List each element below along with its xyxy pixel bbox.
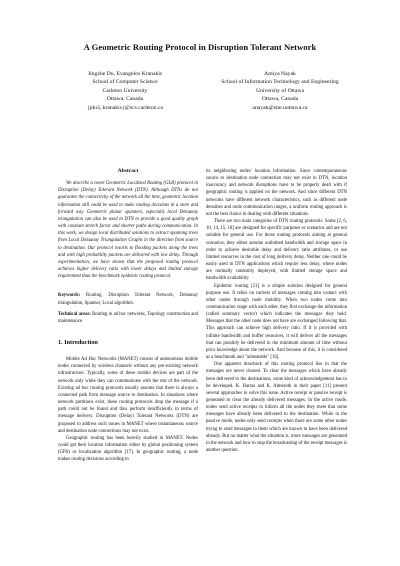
keywords-label: Keywords: bbox=[58, 293, 81, 299]
author-group-1 bbox=[50, 70, 200, 112]
keywords-text: Routing, Disruption Tolerant Network, Delaunay triangulation, Spanner, Local algorithm. bbox=[58, 293, 199, 306]
body-paragraph: Geographic routing has been heavily studied in MANET. Nodes could get their location information either by global positioning system (GPS) or localization algorithm [17]. In geographic routing, a node makes routing decisions according to bbox=[58, 435, 198, 463]
author-institution: Carleton University bbox=[102, 87, 148, 94]
body-paragraph: Epidemic routing [21] is a simple solution designed for general purpose use. It relies on carriers of messages coming into contact with other nodes through node mobility. When two nodes come into communication range with each other, they first exchange the information (called summary vector) which indicates the messages they hold. Messages that the other node does not have are exchanged following that. This approach can achieve high delivery ratio. If it is provided with infinite bandwidth and buffer resources, it will deliver all the messages that can possibly be delivered in the minimum amount of time without prior knowledge about the network. And because of this, it is considered as a benchmark and "unbeatable" [16]. bbox=[206, 283, 347, 361]
body-paragraph: One apparent drawback of this routing protocol lies in that the messages are never cleared. To clear the messages which have already been delivered to the destinations, some kind of acknowledgement has to be developed. K. Harras and K. Almeroth in their paper [11] present several approaches to solve this issue. Active receipt or passive receipt is generated to clear the already delivered messages. In the active mode, nodes send active receipts to inform all the nodes they meet that some messages have already been delivered to the destination. While in the passive mode, nodes only send receipts when there are some other nodes trying to send messages to them which are known to have been delivered already. But no matter what the situation is, more messages are generated in the network and how to stop the broadcasting of the receipt messages is another question. bbox=[206, 362, 348, 454]
author-location: Ottawa, Canada bbox=[106, 96, 144, 103]
author-affiliation: School of Information Technology and Engineering bbox=[221, 79, 339, 86]
author-block bbox=[0, 70, 400, 130]
body-paragraph: There are two main categories of DTN routing protocols. Some [2, 6, 10, 14, 15, 18] are designed for specific purposes or scenarios and are not suitable for general use. For those routing protocols aiming at general scenarios, they either assume unlimited bandwidth and storage space in order to achieve desirable delay and delivery ratio attributes, or use limited resources in the cost of long delivery delay. Neither one could be easily used in DTN applications which require less delay, where nodes are normally randomly deployed, with limited storage space and bandwidth availability. bbox=[206, 219, 347, 282]
author-group-2 bbox=[200, 70, 360, 112]
technical-areas-text: Routing in ad hoc networks, Topology construction and maintenance. bbox=[58, 311, 199, 324]
author-email: anayak@site.uottawa.ca bbox=[252, 104, 308, 111]
section-heading: 1. Introduction bbox=[58, 338, 98, 346]
abstract-heading: Abstract bbox=[117, 168, 139, 174]
right-column bbox=[206, 168, 347, 454]
technical-areas-label: Technical areas: bbox=[58, 311, 91, 317]
keywords-line bbox=[58, 292, 198, 306]
abstract-text: We describe a novel Geometric Localized Routing (GLR) protocol in Disruption (Delay) Tolerant Network (DTN). Although DTNs do not guarantee the connectivity of the network all the time, geometric location information still could be used to make routing decisions in a store and forward way. Geometric planar spanners, especially local Delaunay triangulation can also be used in DTN to provide a good quality graph with constant stretch factor and shorter paths during communication. In this work, we design local distributed solutions to extract spanning trees from Local Delaunay Triangulation Graphs in the direction from source to destination. Our protocol resorts to flooding packets along the trees and with high probability packets are delivered with low delay. Through experimentation, we have shown that the proposed routing protocol achieves higher delivery ratio with lower delays and limited storage requirement than the benchmark epidemic routing protocol. bbox=[58, 181, 198, 280]
author-names: Amiya Nayak bbox=[264, 71, 296, 77]
technical-areas-line bbox=[58, 311, 198, 325]
author-email: {jdu3, kranakis}@scs.carleton.ca bbox=[86, 104, 164, 111]
paper-title: A Geometric Routing Protocol in Disruption Tolerant Network bbox=[83, 42, 317, 52]
author-institution: University of Ottawa bbox=[255, 87, 305, 94]
body-paragraph: its neighboring nodes' location information. Since contemporaneous source to destination node connection may not exist in DTN, location inaccuracy and network disruptions have to be properly dealt with if geographic routing is applied on the network. And since different DTN networks have different network characteristics, such as different node densities and node communication ranges, a uniform routing approach is not the best choice in dealing with different situations. bbox=[206, 169, 347, 217]
left-column bbox=[58, 168, 198, 463]
author-location: Ottawa, Canada bbox=[261, 96, 299, 103]
author-names: Jingzhe Du, Evangelos Kranakis bbox=[87, 71, 163, 77]
author-affiliation: School of Computer Science bbox=[92, 79, 158, 86]
body-paragraph: Mobile Ad Hoc Networks (MANET) consist of autonomous mobile nodes connected by wireless channels without any pre-existing network infrastructure. Typically, some of these mobile devices are part of the network only while they can communicate with the rest of the network. Existing ad hoc routing protocols usually assume that there is always a connected path from message source to destination. In situations where network partitions exist, these routing protocols drop the message if a path could not be found and thus perform insufficiently in terms of message delivery. Disruption (Delay) Tolerant Networks (DTN) are proposed to address such issues in MANET where instantaneous source and destination node connections may not exist. bbox=[58, 357, 198, 434]
